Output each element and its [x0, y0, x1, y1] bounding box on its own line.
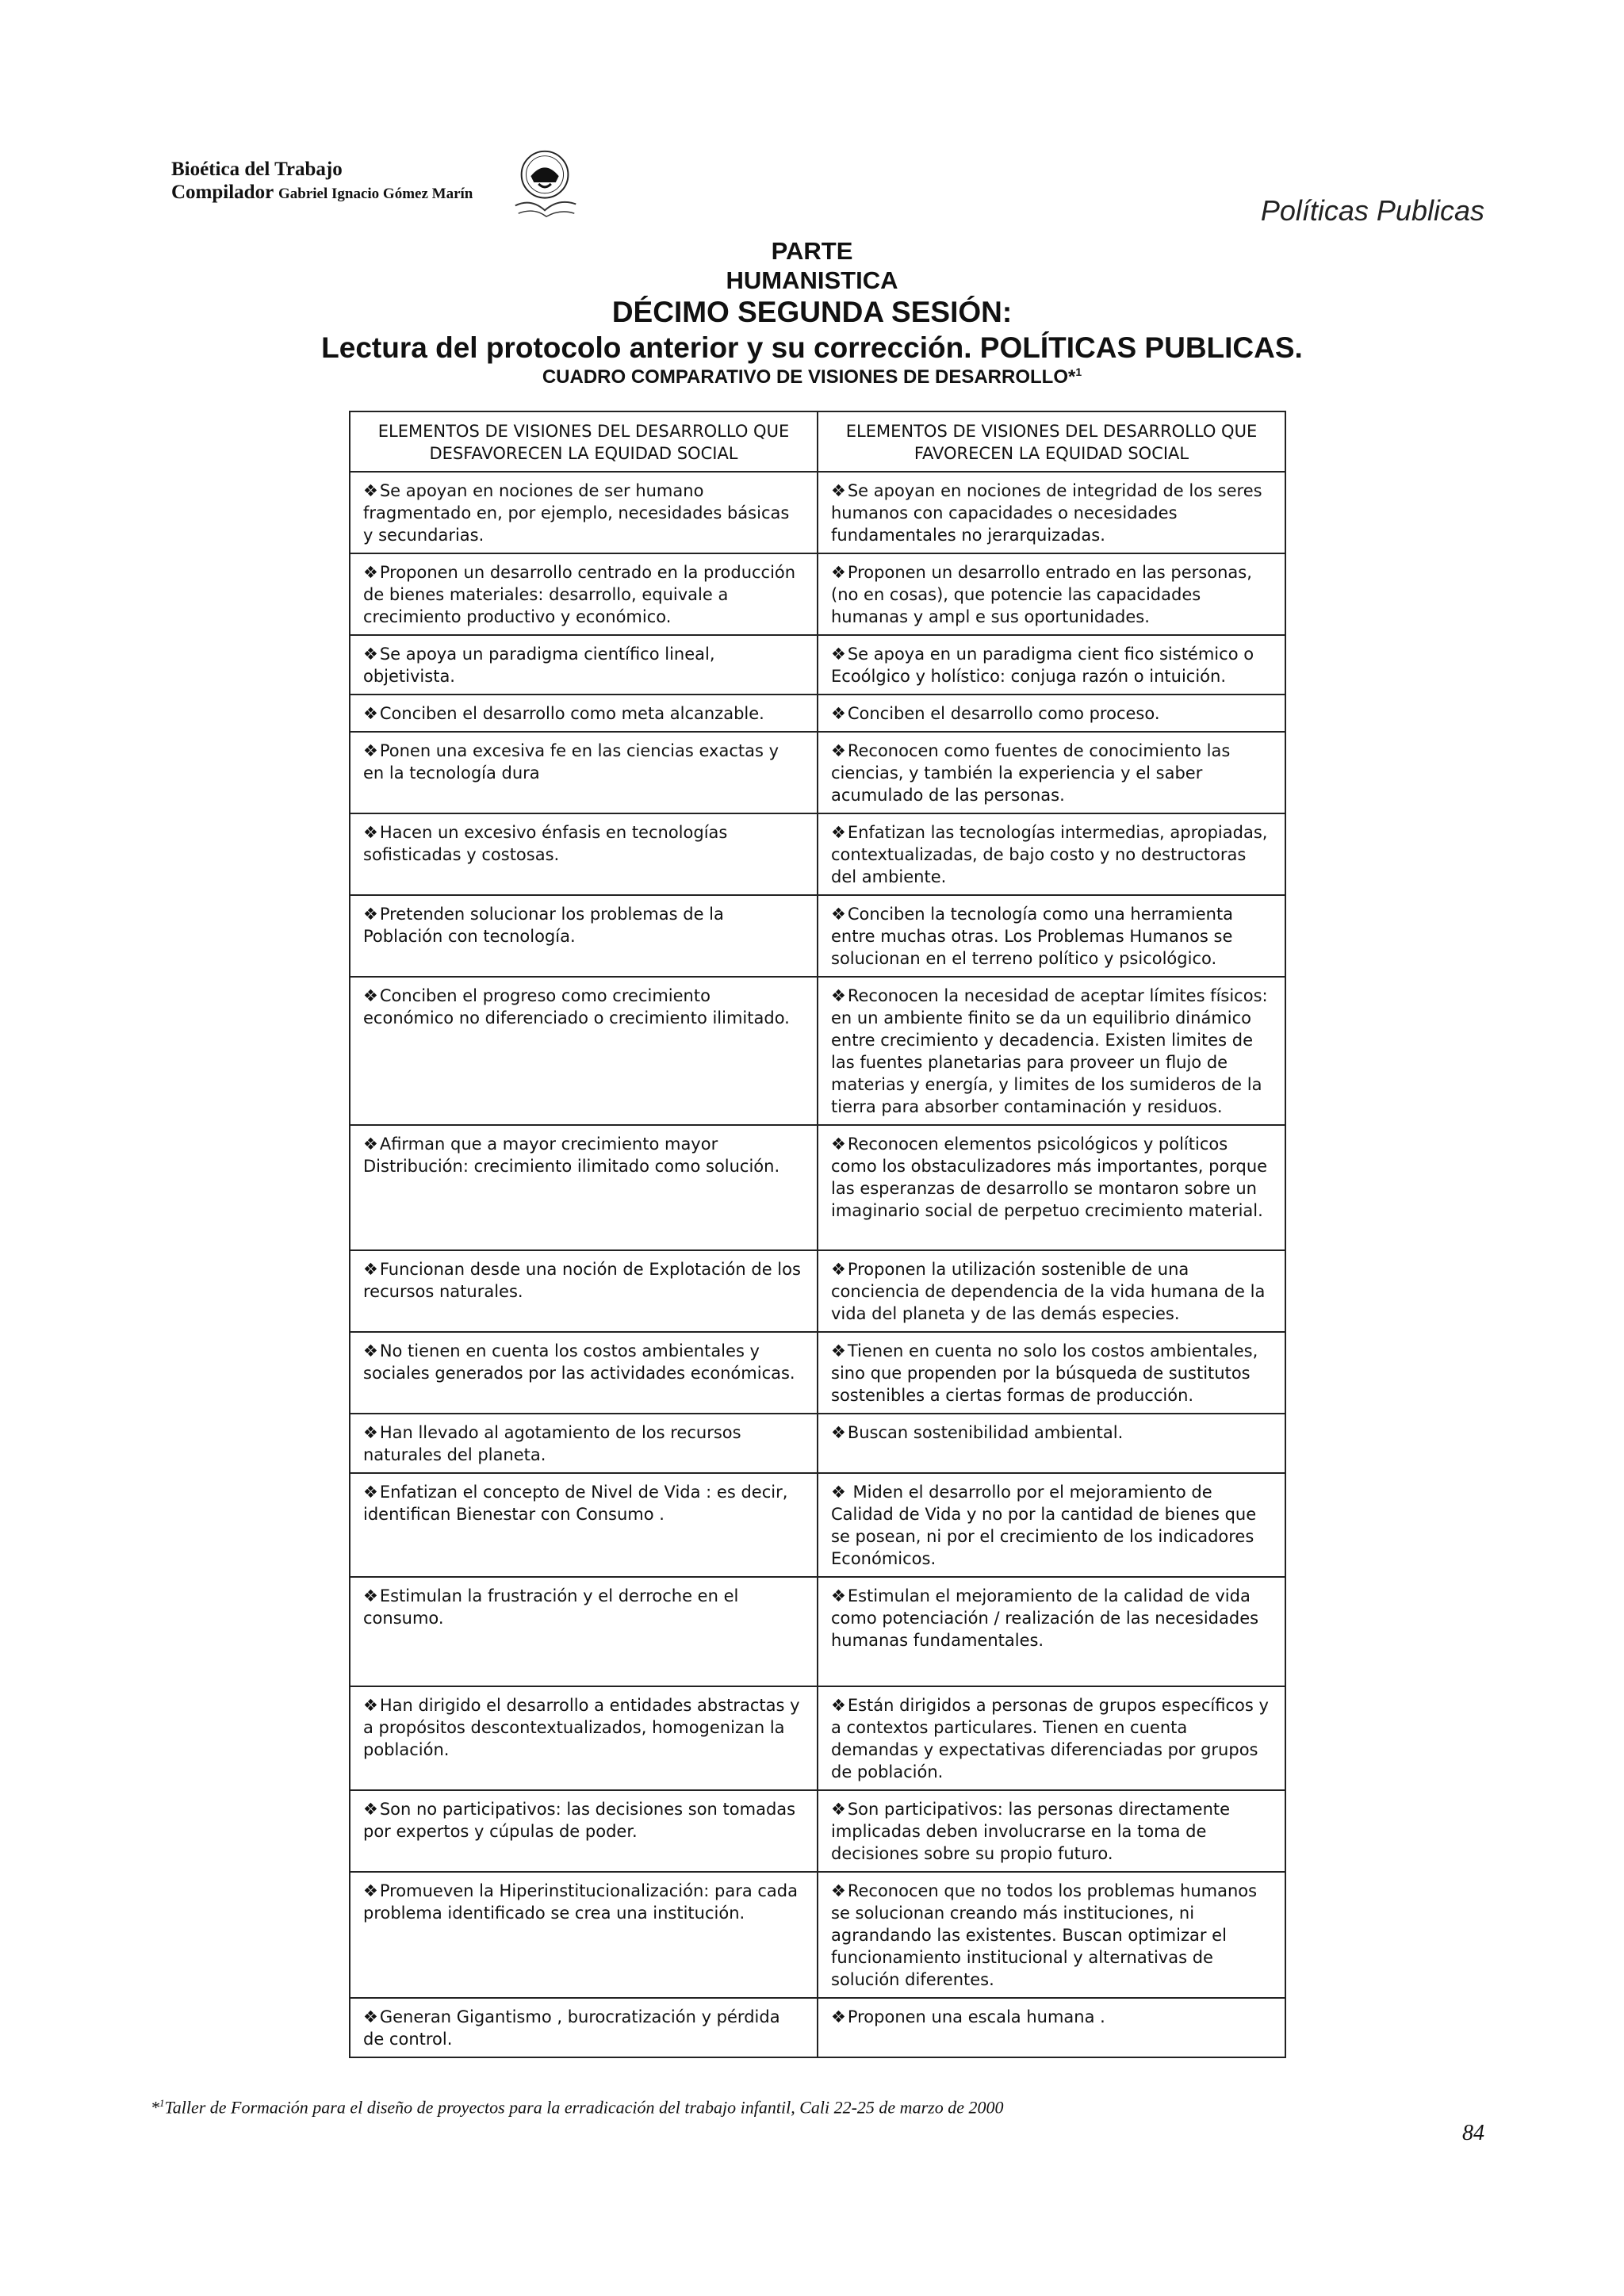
cell-text: Pretenden solucionar los problemas de la Población con tecnología.	[363, 905, 724, 946]
bullet-icon: ❖	[831, 1423, 846, 1442]
comparison-table	[349, 411, 1286, 2058]
bullet-icon: ❖	[831, 823, 846, 842]
cell-favor	[818, 813, 1285, 895]
table-row	[350, 635, 1285, 695]
bullet-icon: ❖	[363, 1881, 378, 1900]
cell-text: Estimulan el mejoramiento de la calidad de vida como potenciación / realización de las necesidades humanas fundamentales.	[831, 1586, 1259, 1650]
cell-disfavor	[350, 895, 818, 977]
cell-disfavor	[350, 1125, 818, 1250]
cell-text: Generan Gigantismo , burocratización y pérdida de control.	[363, 2007, 780, 2049]
title-humanistica: HUMANISTICA	[726, 266, 898, 295]
cell-text: No tienen en cuenta los costos ambientales y sociales generados por las actividades económicas.	[363, 1341, 795, 1383]
cell-disfavor	[350, 1998, 818, 2057]
bullet-icon: ❖	[363, 986, 378, 1005]
running-header	[171, 159, 473, 205]
cell-text: Se apoya en un paradigma cient fico sistémico o Ecoólgico y holístico: conjuga razón o intuición.	[831, 645, 1254, 686]
bullet-icon: ❖	[831, 1341, 846, 1360]
reading-title: Lectura del protocolo anterior y su corrección. POLÍTICAS PUBLICAS.	[321, 331, 1303, 364]
title-part: PARTE	[771, 237, 853, 265]
compiler-name: Gabriel Ignacio Gómez Marín	[278, 185, 473, 202]
cell-disfavor	[350, 1790, 818, 1872]
bullet-icon: ❖	[831, 563, 846, 582]
table-row	[350, 977, 1285, 1125]
comparison-table-wrap	[349, 411, 1286, 2058]
table-row	[350, 1473, 1285, 1577]
cell-favor	[818, 695, 1285, 732]
cell-disfavor	[350, 1577, 818, 1686]
bullet-icon: ❖	[831, 741, 846, 760]
bullet-icon: ❖	[831, 1696, 846, 1715]
cell-text: Proponen un desarrollo centrado en la producción de bienes materiales: desarrollo, equivale a crecimiento productivo y económico.	[363, 563, 796, 626]
bullet-icon: ❖	[831, 481, 846, 500]
cell-disfavor	[350, 732, 818, 813]
cell-text: Reconocen como fuentes de conocimiento las ciencias, y también la experiencia y el saber acumulado de las personas.	[831, 741, 1231, 805]
cell-text: Han dirigido el desarrollo a entidades abstractas y a propósitos descontextualizados, homogenizan la población.	[363, 1696, 800, 1759]
bullet-icon: ❖	[363, 2007, 378, 2026]
session-title: DÉCIMO SEGUNDA SESIÓN:	[611, 296, 1013, 329]
table-row	[350, 553, 1285, 635]
cell-text: Reconocen elementos psicológicos y políticos como los obstaculizadores más importantes, porque las esperanzas de desarrollo se montaron sobre un imaginario social de perpetuo crecimiento material.	[831, 1135, 1268, 1220]
compiler-line	[171, 182, 473, 205]
bullet-icon: ❖	[363, 1423, 378, 1442]
bullet-icon: ❖	[363, 1586, 378, 1605]
table-row	[350, 813, 1285, 895]
table-row	[350, 1686, 1285, 1790]
cell-text: Se apoyan en nociones de integridad de los seres humanos con capacidades o necesidades fundamentales no jerarquizadas.	[831, 481, 1262, 545]
cell-text: Conciben el progreso como crecimiento económico no diferenciado o crecimiento ilimitado.	[363, 986, 790, 1027]
bullet-icon: ❖	[831, 1260, 846, 1279]
cell-disfavor	[350, 813, 818, 895]
table-row	[350, 472, 1285, 553]
cell-text: Son no participativos: las decisiones son tomadas por expertos y cúpulas de poder.	[363, 1800, 796, 1841]
emblem-logo	[508, 143, 585, 222]
book-title: Bioética del Trabajo	[171, 159, 343, 180]
cell-favor	[818, 1790, 1285, 1872]
cell-text: Enfatizan las tecnologías intermedias, apropiadas, contextualizadas, de bajo costo y no destructoras del ambiente.	[831, 823, 1268, 886]
cell-text: Promueven la Hiperinstitucionalización: para cada problema identificado se crea una institución.	[363, 1881, 798, 1923]
cell-text: Conciben la tecnología como una herramienta entre muchas otras. Los Problemas Humanos se solucionan en el terreno político y psicológico.	[831, 905, 1234, 968]
cell-favor	[818, 635, 1285, 695]
table-row	[350, 695, 1285, 732]
cell-disfavor	[350, 1250, 818, 1332]
table-caption: CUADRO COMPARATIVO DE VISIONES DE DESARROLLO*$^1$	[542, 365, 1082, 388]
table-row	[350, 1332, 1285, 1414]
bullet-icon: ❖	[363, 1483, 378, 1502]
cell-favor	[818, 1998, 1285, 2057]
table-row	[350, 1872, 1285, 1998]
cell-text: Reconocen la necesidad de aceptar límites físicos: en un ambiente finito se da un equilibrio dinámico entre crecimiento y decadencia. Existen limites de las fuentes planetarias para proveer un flujo de materias y energía, y limites de los sumideros de la tierra para absorber contaminación y residuos.	[831, 986, 1268, 1116]
cell-text: Proponen un desarrollo entrado en las personas, (no en cosas), que potencie las capacidades humanas y ampl e sus oportunidades.	[831, 563, 1252, 626]
header-favor: ELEMENTOS DE VISIONES DEL DESARROLLO QUE FAVORECEN LA EQUIDAD SOCIAL	[818, 411, 1285, 472]
bullet-icon: ❖	[831, 986, 846, 1005]
cell-text: Están dirigidos a personas de grupos específicos y a contextos particulares. Tienen en cuenta demandas y expectativas diferenciadas por grupos de población.	[831, 1696, 1269, 1781]
cell-favor	[818, 1250, 1285, 1332]
cell-favor	[818, 472, 1285, 553]
cell-favor	[818, 1686, 1285, 1790]
cell-text: Proponen la utilización sostenible de una conciencia de dependencia de la vida humana de la vida del planeta y de las demás especies.	[831, 1260, 1266, 1323]
footnote-text: Taller de Formación para el diseño de proyectos para la erradicación del trabajo infantil, Cali 22-25 de marzo de 2000	[164, 2097, 1004, 2118]
table-row	[350, 895, 1285, 977]
bullet-icon: ❖	[831, 1483, 846, 1502]
cell-text: Conciben el desarrollo como proceso.	[847, 704, 1160, 723]
cell-favor	[818, 553, 1285, 635]
cell-disfavor	[350, 1414, 818, 1473]
cell-disfavor	[350, 1686, 818, 1790]
cell-disfavor	[350, 1332, 818, 1414]
page-number: 84	[1462, 2121, 1484, 2145]
cell-favor	[818, 1332, 1285, 1414]
bullet-icon: ❖	[363, 905, 378, 924]
bullet-icon: ❖	[831, 1800, 846, 1819]
footnote: *$^1$Taller de Formación para el diseño de proyectos para la erradicación del trabajo infantil, Cali 22-25 de marzo de 2000	[151, 2097, 1004, 2118]
table-row	[350, 1998, 1285, 2057]
cell-favor	[818, 977, 1285, 1125]
bullet-icon: ❖	[363, 1135, 378, 1154]
cell-favor	[818, 1414, 1285, 1473]
cell-favor	[818, 895, 1285, 977]
bullet-icon: ❖	[831, 2007, 846, 2026]
cell-text: Se apoya un paradigma científico lineal, objetivista.	[363, 645, 715, 686]
cell-text: Funcionan desde una noción de Explotación de los recursos naturales.	[363, 1260, 801, 1301]
bullet-icon: ❖	[363, 1341, 378, 1360]
cell-text: Tienen en cuenta no solo los costos ambientales, sino que propenden por la búsqueda de sustitutos sostenibles a ciertas formas de producción.	[831, 1341, 1258, 1405]
cell-disfavor	[350, 695, 818, 732]
cell-text: Hacen un excesivo énfasis en tecnologías sofisticadas y costosas.	[363, 823, 728, 864]
table-row	[350, 1414, 1285, 1473]
cell-text: Estimulan la frustración y el derroche en el consumo.	[363, 1586, 739, 1628]
table-row	[350, 1250, 1285, 1332]
bullet-icon: ❖	[363, 481, 378, 500]
cell-disfavor	[350, 635, 818, 695]
cell-text: Ponen una excesiva fe en las ciencias exactas y en la tecnología dura	[363, 741, 779, 783]
cell-favor	[818, 1577, 1285, 1686]
bullet-icon: ❖	[363, 1696, 378, 1715]
bullet-icon: ❖	[831, 1135, 846, 1154]
table-row	[350, 1125, 1285, 1250]
cell-favor	[818, 1473, 1285, 1577]
cell-text: Buscan sostenibilidad ambiental.	[847, 1423, 1124, 1442]
table-header-row	[350, 411, 1285, 472]
cell-text: Reconocen que no todos los problemas humanos se solucionan creando más instituciones, ni agrandando las existentes. Buscan optimizar el funcionamiento institucional y alternativas de solución diferentes.	[831, 1881, 1258, 1989]
cell-text: Enfatizan el concepto de Nivel de Vida : es decir, identifican Bienestar con Consumo .	[363, 1483, 788, 1524]
bullet-icon: ❖	[831, 645, 846, 664]
cell-text: Afirman que a mayor crecimiento mayor Distribución: crecimiento ilimitado como solución.	[363, 1135, 780, 1176]
bullet-icon: ❖	[831, 905, 846, 924]
cell-disfavor	[350, 472, 818, 553]
section-name: Políticas Publicas	[1260, 194, 1484, 227]
cell-text: Han llevado al agotamiento de los recursos naturales del planeta.	[363, 1423, 741, 1464]
cell-disfavor	[350, 1872, 818, 1998]
cell-favor	[818, 1125, 1285, 1250]
title-block	[0, 236, 1624, 389]
cell-favor	[818, 732, 1285, 813]
bullet-icon: ❖	[363, 563, 378, 582]
bullet-icon: ❖	[363, 704, 378, 723]
table-row	[350, 1577, 1285, 1686]
bullet-icon: ❖	[363, 823, 378, 842]
cell-text: Miden el desarrollo por el mejoramiento de Calidad de Vida y no por la cantidad de bienes que se posean, ni por el crecimiento de los indicadores Económicos.	[831, 1483, 1257, 1568]
bullet-icon: ❖	[831, 1586, 846, 1605]
cell-disfavor	[350, 1473, 818, 1577]
bullet-icon: ❖	[363, 645, 378, 664]
cell-text: Se apoyan en nociones de ser humano fragmentado en, por ejemplo, necesidades básicas y secundarias.	[363, 481, 790, 545]
table-row	[350, 1790, 1285, 1872]
bullet-icon: ❖	[363, 741, 378, 760]
bullet-icon: ❖	[831, 704, 846, 723]
cell-disfavor	[350, 553, 818, 635]
bullet-icon: ❖	[363, 1800, 378, 1819]
compiler-label: Compilador	[171, 181, 274, 203]
cell-favor	[818, 1872, 1285, 1998]
cell-text: Conciben el desarrollo como meta alcanzable.	[379, 704, 764, 723]
table-row	[350, 732, 1285, 813]
header-disfavor: ELEMENTOS DE VISIONES DEL DESARROLLO QUE DESFAVORECEN LA EQUIDAD SOCIAL	[350, 411, 818, 472]
cell-text: Son participativos: las personas directamente implicadas deben involucrarse en la toma de decisiones sobre su propio futuro.	[831, 1800, 1231, 1863]
cell-disfavor	[350, 977, 818, 1125]
bullet-icon: ❖	[363, 1260, 378, 1279]
bullet-icon: ❖	[831, 1881, 846, 1900]
cell-text: Proponen una escala humana .	[847, 2007, 1105, 2026]
